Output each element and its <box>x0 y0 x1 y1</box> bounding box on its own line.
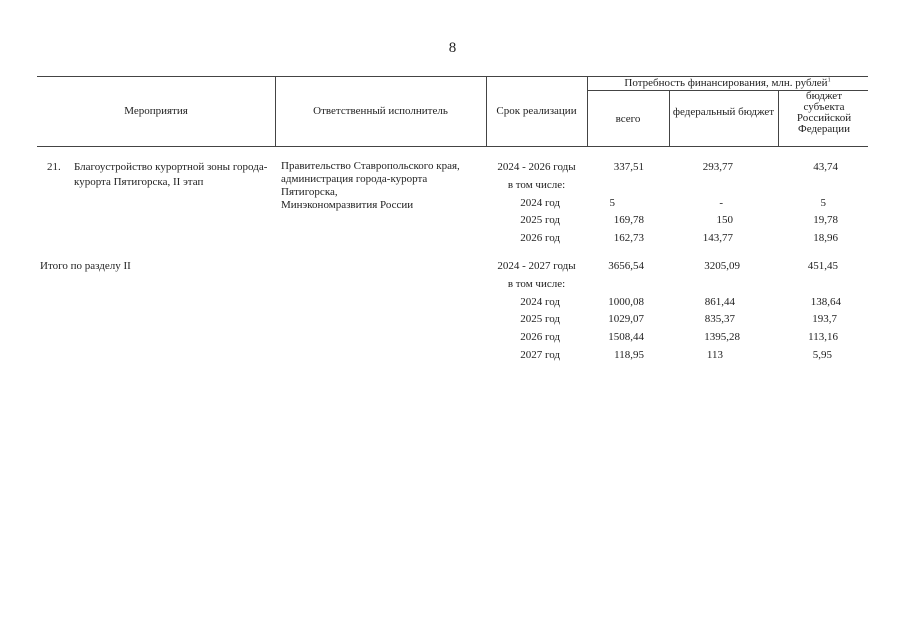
period-cell: 2026 год <box>520 331 560 343</box>
responsible-line: администрация города-курорта <box>281 173 428 185</box>
period-cell: 2027 год <box>520 349 560 361</box>
header-regional: бюджет субъекта Российской Федерации <box>796 90 852 135</box>
regional-cell: 193,7 <box>812 313 837 325</box>
period-cell: 2024 - 2027 годы <box>497 260 576 272</box>
federal-cell: 143,77 <box>702 232 733 244</box>
header-funding-label: Потребность финансирования, млн. рублей <box>624 77 828 89</box>
period-cell: 2024 год <box>520 197 560 209</box>
total-cell: 169,78 <box>613 214 644 226</box>
page-number: 8 <box>448 40 457 56</box>
federal-cell: 113 <box>706 349 723 361</box>
header-period: Срок реализации <box>496 105 577 117</box>
period-cell: 2024 год <box>520 296 560 308</box>
period-cell: 2025 год <box>520 214 560 226</box>
federal-cell: 861,44 <box>704 296 735 308</box>
header-activities: Мероприятия <box>124 105 188 117</box>
total-cell: 5 <box>609 197 615 209</box>
total-cell: 118,95 <box>614 349 644 361</box>
period-cell: 2026 год <box>520 232 560 244</box>
responsible-line: Минэкономразвития России <box>281 199 414 211</box>
total-cell: 1508,44 <box>608 331 644 343</box>
period-cell: в том числе: <box>507 278 566 290</box>
regional-cell: 451,45 <box>807 260 838 272</box>
regional-cell: 43,74 <box>813 161 838 173</box>
item-number: 21. <box>47 161 61 173</box>
header-bottom-border <box>37 146 868 147</box>
regional-cell: 113,16 <box>808 331 838 343</box>
period-cell: 2024 - 2026 годы <box>497 161 576 173</box>
header-funding-group <box>587 76 868 90</box>
period-cell: в том числе: <box>507 179 566 191</box>
period-cell: 2025 год <box>520 313 560 325</box>
item-activity: Благоустройство курортной зоны города-курорта Пятигорска, II этап <box>74 161 268 188</box>
regional-cell: 19,78 <box>813 214 838 226</box>
total-cell: 162,73 <box>613 232 644 244</box>
responsible-line: Пятигорска, <box>281 186 338 198</box>
footnote-mark: 1 <box>827 77 831 84</box>
regional-cell: 5,95 <box>812 349 832 361</box>
header-responsible: Ответственный исполнитель <box>313 105 448 117</box>
federal-cell: 3205,09 <box>704 260 740 272</box>
total-cell: 1029,07 <box>608 313 644 325</box>
federal-cell: 293,77 <box>702 161 733 173</box>
col-divider-5 <box>778 90 779 146</box>
federal-cell: 835,37 <box>704 313 735 325</box>
regional-cell: 5 <box>820 197 826 209</box>
header-federal: федеральный бюджет <box>672 106 775 118</box>
federal-cell: 1395,28 <box>704 331 740 343</box>
header-total: всего <box>615 113 641 125</box>
total-cell: 3656,54 <box>608 260 644 272</box>
item-responsible <box>281 160 486 212</box>
regional-cell: 18,96 <box>813 232 838 244</box>
total-cell: 337,51 <box>613 161 644 173</box>
total-cell: 1000,08 <box>608 296 644 308</box>
federal-cell: 150 <box>716 214 733 226</box>
section-total-label: Итого по разделу II <box>40 260 131 272</box>
federal-cell: - <box>719 197 723 209</box>
regional-cell: 138,64 <box>810 296 841 308</box>
responsible-line: Правительство Ставропольского края, <box>281 160 460 172</box>
